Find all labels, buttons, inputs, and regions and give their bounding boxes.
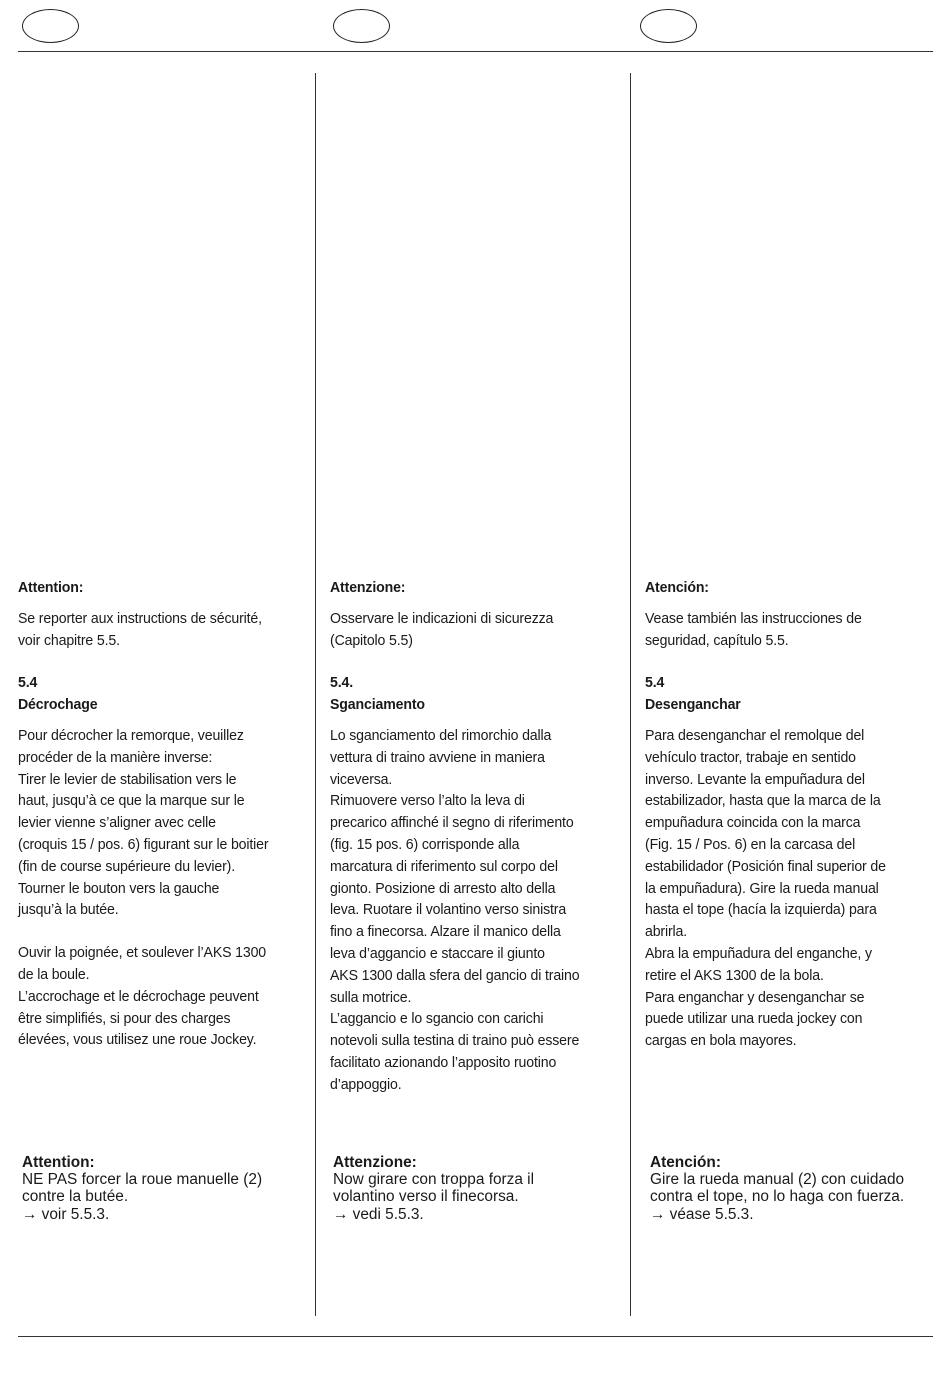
warning-note-french	[22, 1154, 262, 1223]
attention-text: Osservare le indicazioni di sicurezza (Capitolo 5.5)	[330, 609, 554, 649]
section-title: Desenganchar	[645, 696, 741, 714]
column-divider-1	[315, 73, 316, 1316]
note-reference: → voir 5.5.3.	[22, 1205, 110, 1223]
section-title: Décrochage	[18, 696, 98, 714]
note-reference: → véase 5.5.3.	[650, 1205, 754, 1223]
note-line: contra el tope, no lo haga con fuerza.	[650, 1188, 905, 1206]
language-badge-oval-3	[640, 9, 697, 43]
header-rule	[18, 51, 933, 52]
section-title: Sganciamento	[330, 696, 425, 714]
section-number: 5.4.	[330, 674, 354, 692]
note-title: Atención:	[650, 1154, 721, 1171]
body-paragraph-2: Ouvir la poignée, et soulever l’AKS 1300 de la boule. L’accrochage et le décrochage peuvent être simplifiés, si pour des charges élevées, vous utilisez une roue Jockey.	[18, 944, 267, 1049]
column-french	[18, 577, 310, 1051]
note-title: Attenzione:	[333, 1154, 417, 1171]
section-number: 5.4	[645, 674, 665, 692]
note-line: volantino verso il finecorsa.	[333, 1188, 519, 1206]
note-title: Attention:	[22, 1154, 95, 1171]
note-line: Now girare con troppa forza il	[333, 1171, 535, 1189]
body-paragraph: Para desenganchar el remolque del vehículo tractor, trabaje en sentido inverso. Levante la empuñadura del estabilizador, hasta que la marca de la empuñadura coincida con la marca (Fig. 15 / Pos. 6) en la carcasa del estabilidador (Posición final superior de la empuñadura). Gire la rueda manual hasta el tope (hacía la izquierda) para abrirla. Abra la empuñadura del enganche, y retire el AKS 1300 de la bola. Para enganchar y desenganchar se puede utilizar una rueda jockey con cargas en bola mayores.	[645, 726, 886, 1050]
attention-text: Se reporter aux instructions de sécurité, voir chapitre 5.5.	[18, 609, 262, 649]
note-line: NE PAS forcer la roue manuelle (2)	[22, 1171, 263, 1189]
note-reference: → vedi 5.5.3.	[333, 1205, 424, 1223]
column-italian	[330, 577, 622, 1096]
language-badge-oval-1	[22, 9, 79, 43]
section-number: 5.4	[18, 674, 38, 692]
attention-heading: Attenzione:	[330, 579, 406, 596]
attention-heading: Attention:	[18, 579, 84, 596]
body-paragraph: Pour décrocher la remorque, veuillez procéder de la manière inverse: Tirer le levier de stabilisation vers le haut, jusqu’à ce que la marque sur le levier vienne s’aligner avec celle (croquis 15 / pos. 6) figurant sur le boitier (fin de course supérieure du levier). Tourner le bouton vers la gauche jusqu’à la butée.	[18, 726, 269, 919]
body-paragraph: Lo sganciamento del rimorchio dalla vettura di traino avviene in maniera viceversa. Rimuovere verso l’alto la leva di precarico affinché il segno di riferimento (fig. 15 pos. 6) corrisponde alla marcatura di riferimento sul corpo del gionto. Posizione di arresto alto della leva. Ruotare il volantino verso sinistra fino a finecorsa. Alzare il manico della leva d’aggancio e staccare il giunto AKS 1300 dalla sfera del gancio di traino sulla motrice. L’aggancio e lo sgancio con carichi notevoli sulla testina di traino può essere facilitato azionando l’apposito ruotino d’appoggio.	[330, 726, 580, 1093]
attention-heading: Atención:	[645, 579, 709, 596]
footer-rule	[18, 1336, 933, 1337]
note-line: Gire la rueda manual (2) con cuidado	[650, 1171, 905, 1189]
language-badge-oval-2	[333, 9, 390, 43]
attention-text: Vease también las instrucciones de seguridad, capítulo 5.5.	[645, 609, 862, 649]
column-divider-2	[630, 73, 631, 1316]
note-line: contre la butée.	[22, 1188, 129, 1206]
warning-note-italian	[333, 1154, 534, 1223]
column-spanish	[645, 577, 937, 1052]
warning-note-spanish	[650, 1154, 904, 1223]
